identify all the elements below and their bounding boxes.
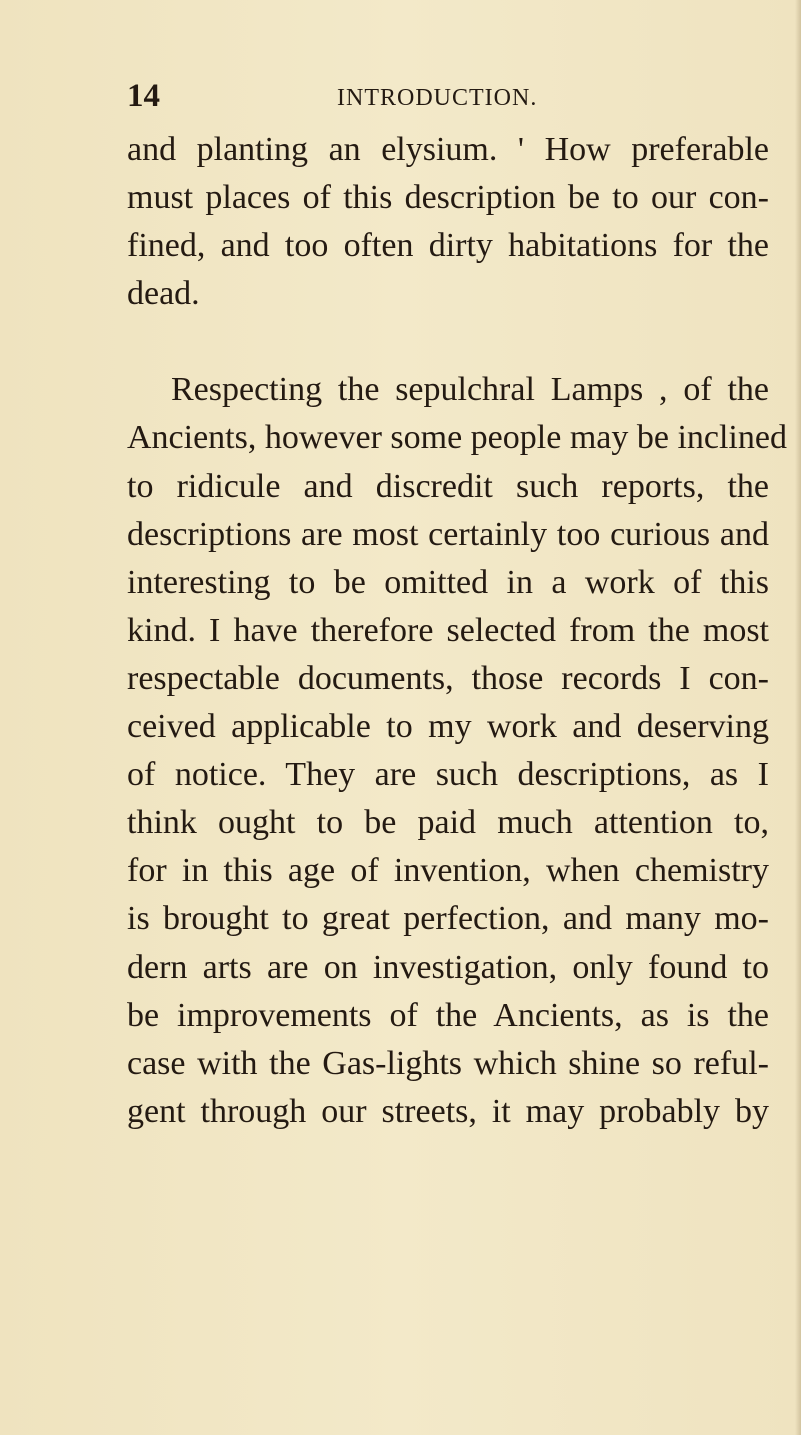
- page-edge-shadow: [795, 0, 801, 1435]
- running-head: INTRODUCTION.: [337, 85, 538, 111]
- text-line: be improvements of the Ancients, as is the: [127, 996, 769, 1034]
- text-line: ceived applicable to my work and deserving: [127, 708, 769, 746]
- text-line: interesting to be omitted in a work of this: [127, 563, 769, 601]
- text-line: of notice. They are such descriptions, as I: [127, 756, 769, 794]
- text-line: respectable documents, those records I con-: [127, 659, 769, 697]
- text-line: dern arts are on investigation, only found to: [127, 948, 769, 986]
- text-line: for in this age of invention, when chemistry: [127, 852, 769, 890]
- text-line: fined, and too often dirty habitations for the: [127, 227, 769, 265]
- text-line: descriptions are most certainly too curious and: [127, 515, 769, 553]
- page-header: [127, 76, 767, 116]
- text-line: Ancients, however some people may be inclined: [127, 419, 787, 457]
- text-line: kind. I have therefore selected from the most: [127, 611, 769, 649]
- text-line: to ridicule and discredit such reports, the: [127, 467, 769, 505]
- paragraph-gap: [127, 318, 769, 366]
- text-line: think ought to be paid much attention to,: [127, 804, 769, 842]
- text-line: must places of this description be to our con-: [127, 179, 769, 217]
- paragraph: [127, 366, 787, 1136]
- text-line: case with the Gas-lights which shine so reful-: [127, 1044, 769, 1082]
- text-line: is brought to great perfection, and many mo-: [127, 900, 769, 938]
- text-line: and planting an elysium. ' How preferable: [127, 131, 769, 168]
- page-number: 14: [127, 78, 160, 114]
- paragraph: [127, 126, 769, 318]
- text-line: Respecting the sepulchral Lamps , of the: [171, 371, 769, 409]
- text-line: dead.: [127, 275, 200, 313]
- body-text: [127, 126, 787, 1136]
- text-line: gent through our streets, it may probably by: [127, 1092, 769, 1130]
